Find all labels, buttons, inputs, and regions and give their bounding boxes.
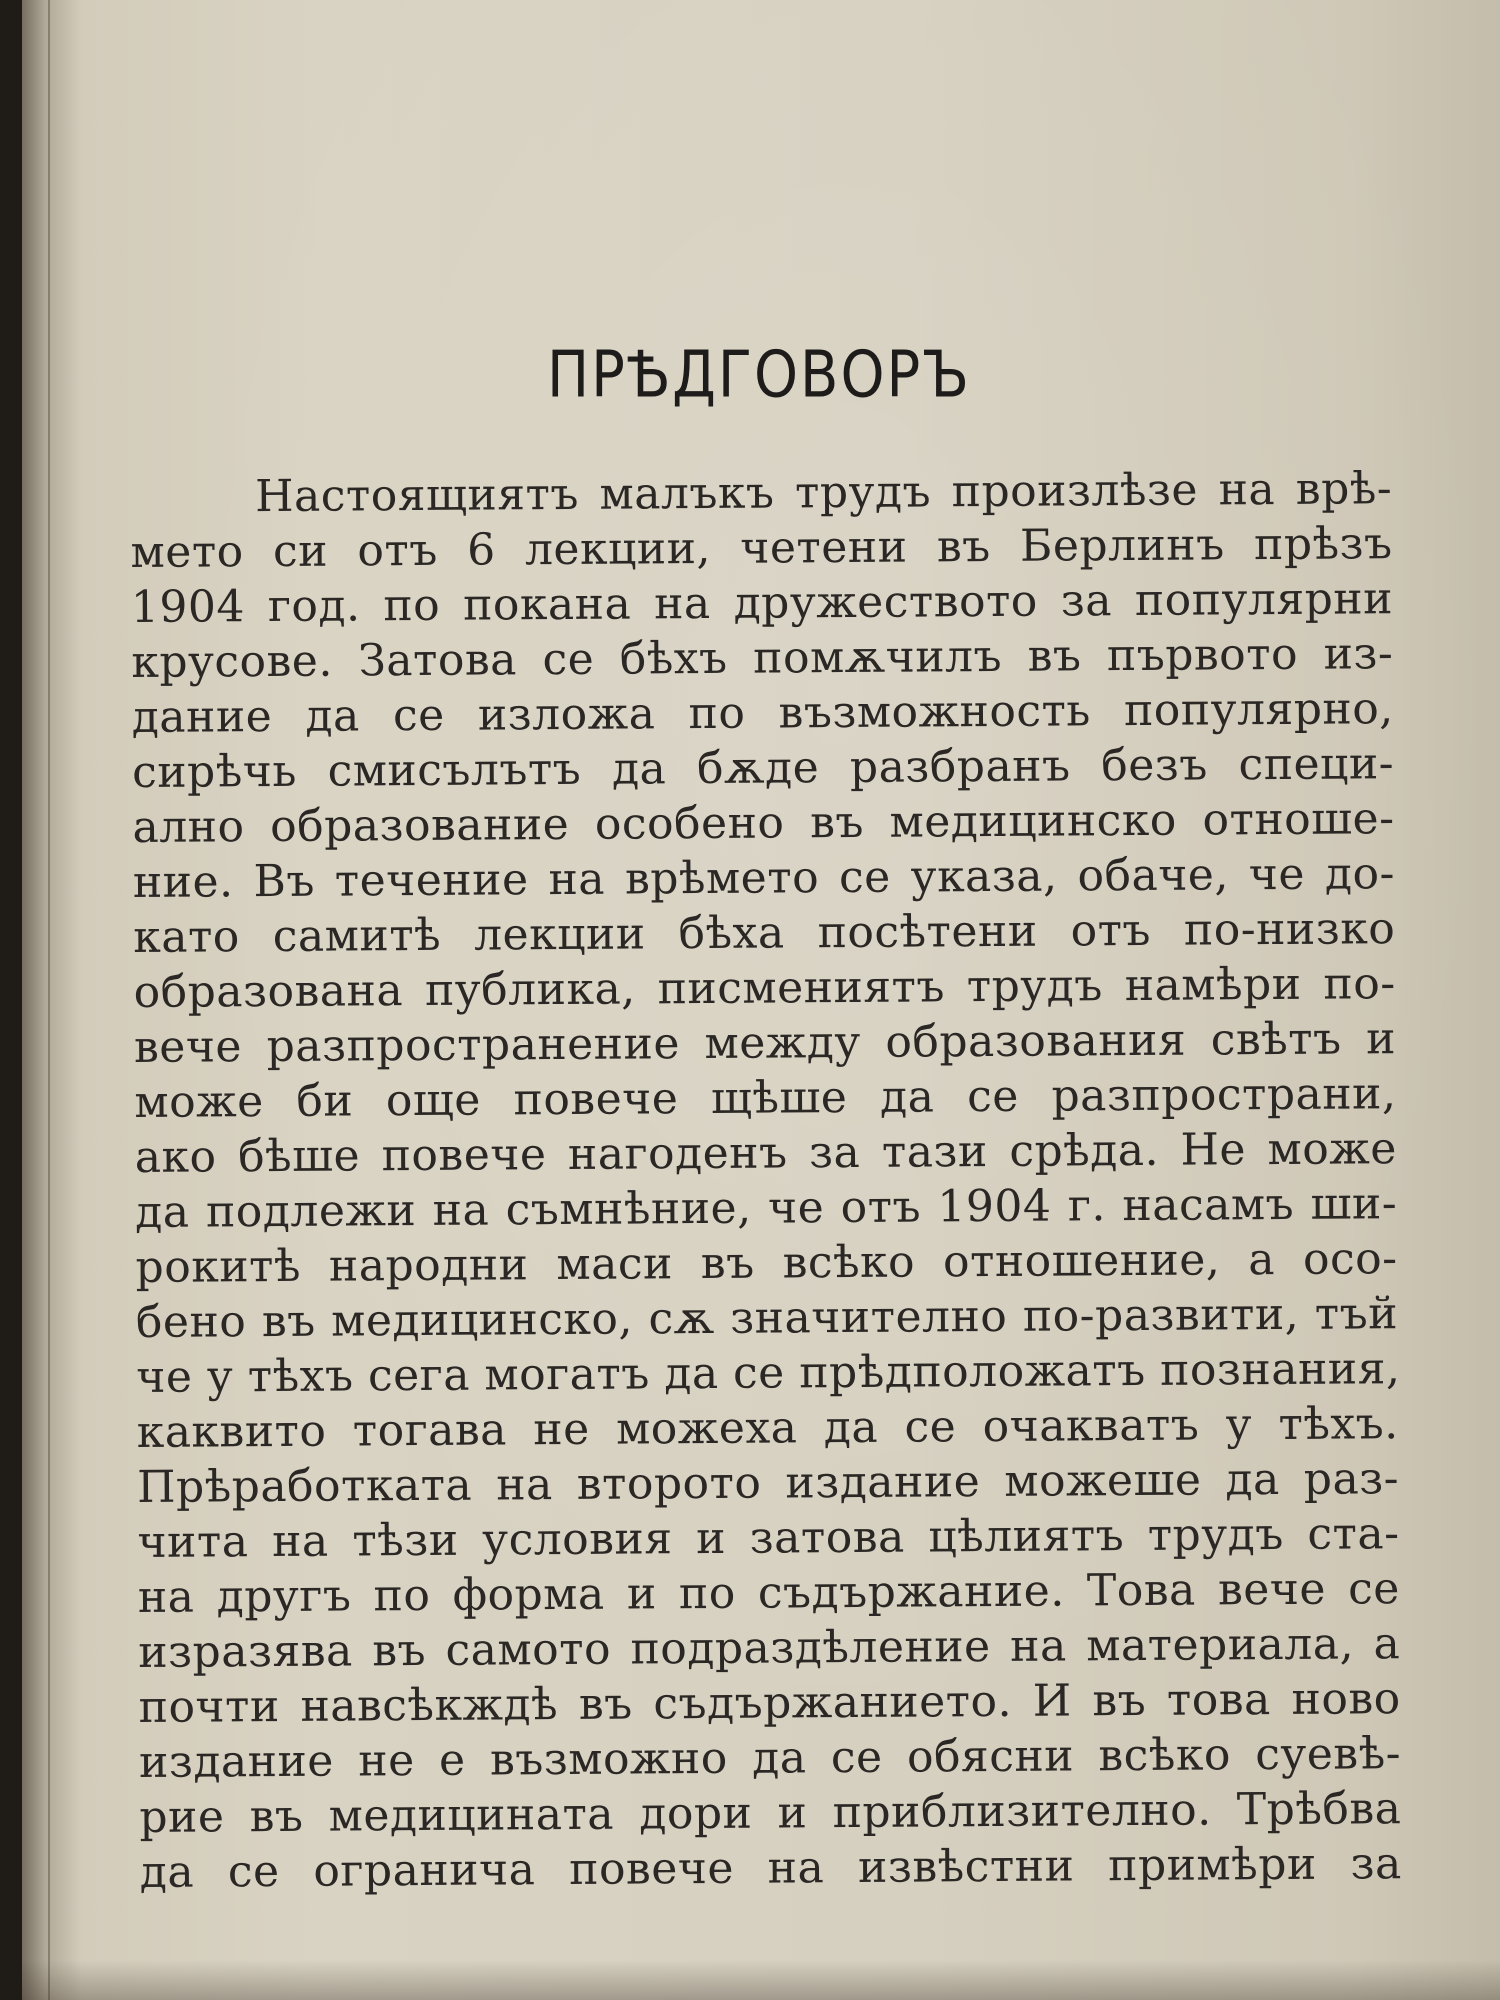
text-line: вече разпространение между образования свѣтъ и	[133, 1013, 1397, 1073]
text-line: дание да се изложа по възможность популярно,	[131, 683, 1394, 743]
text-line: Прѣработката на второто издание можеше да раз-	[136, 1453, 1400, 1513]
spine-edge	[48, 0, 50, 2000]
page-title: ПРѢДГОВОРЪ	[547, 338, 971, 413]
text-line: крусове. Затова се бѣхъ помѫчилъ въ първото из-	[131, 628, 1394, 688]
text-line: ние. Въ течение на врѣмето се указа, обаче, че до-	[132, 848, 1396, 908]
text-line: сирѣчь смисълътъ да бѫде разбранъ безъ специ-	[131, 738, 1395, 798]
text-line: мето си отъ 6 лекции, четени въ Берлинъ прѣзъ	[130, 518, 1393, 578]
text-line: рокитѣ народни маси въ всѣко отношение, а осо-	[135, 1233, 1398, 1293]
text-line: бено въ медицинско, сѫ значително по-развити, тъй	[135, 1288, 1399, 1348]
page-gutter-shadow	[22, 0, 82, 2000]
bottom-edge-shadow	[22, 1960, 1500, 2000]
text-line: да подлежи на съмнѣние, че отъ 1904 г. насамъ ши-	[135, 1178, 1398, 1238]
text-line: изразява въ самото подраздѣление на материала, а	[138, 1618, 1401, 1678]
text-line: ално образование особено въ медицинско отноше-	[132, 793, 1395, 853]
text-line: чита на тѣзи условия и затова цѣлиятъ трудъ ста-	[137, 1508, 1400, 1568]
text-line: образована публика, писмениятъ трудъ намѣри по-	[133, 958, 1396, 1018]
text-line: издание не е възможно да се обясни всѣко суевѣ-	[138, 1728, 1402, 1788]
text-line: 1904 год. по покана на дружеството за популярни	[130, 573, 1394, 633]
text-line: може би още повече щѣше да се разпространи,	[134, 1068, 1397, 1128]
text-line: ако бѣше повече нагоденъ за тази срѣда. Не може	[134, 1123, 1397, 1183]
book-page	[22, 0, 1500, 2000]
text-line: рие въ медицината дори и приблизително. Трѣбва	[139, 1783, 1402, 1843]
text-line: почти навсѣкждѣ въ съдържанието. И въ това ново	[138, 1673, 1401, 1733]
text-line: на другъ по форма и по съдържание. Това вече се	[137, 1563, 1401, 1623]
text-line: като самитѣ лекции бѣха посѣтени отъ по-низко	[133, 903, 1396, 963]
body-text	[130, 461, 1402, 1900]
text-line: каквито тогава не можеха да се очакватъ у тѣхъ.	[136, 1398, 1399, 1458]
text-line: да се ограничa повече на извѣстни примѣри за	[139, 1838, 1402, 1898]
text-line: Настоящиятъ малъкъ трудъ произлѣзе на врѣ-	[255, 463, 1393, 523]
text-line: че у тѣхъ сега могатъ да се прѣдположатъ познания,	[136, 1343, 1401, 1403]
